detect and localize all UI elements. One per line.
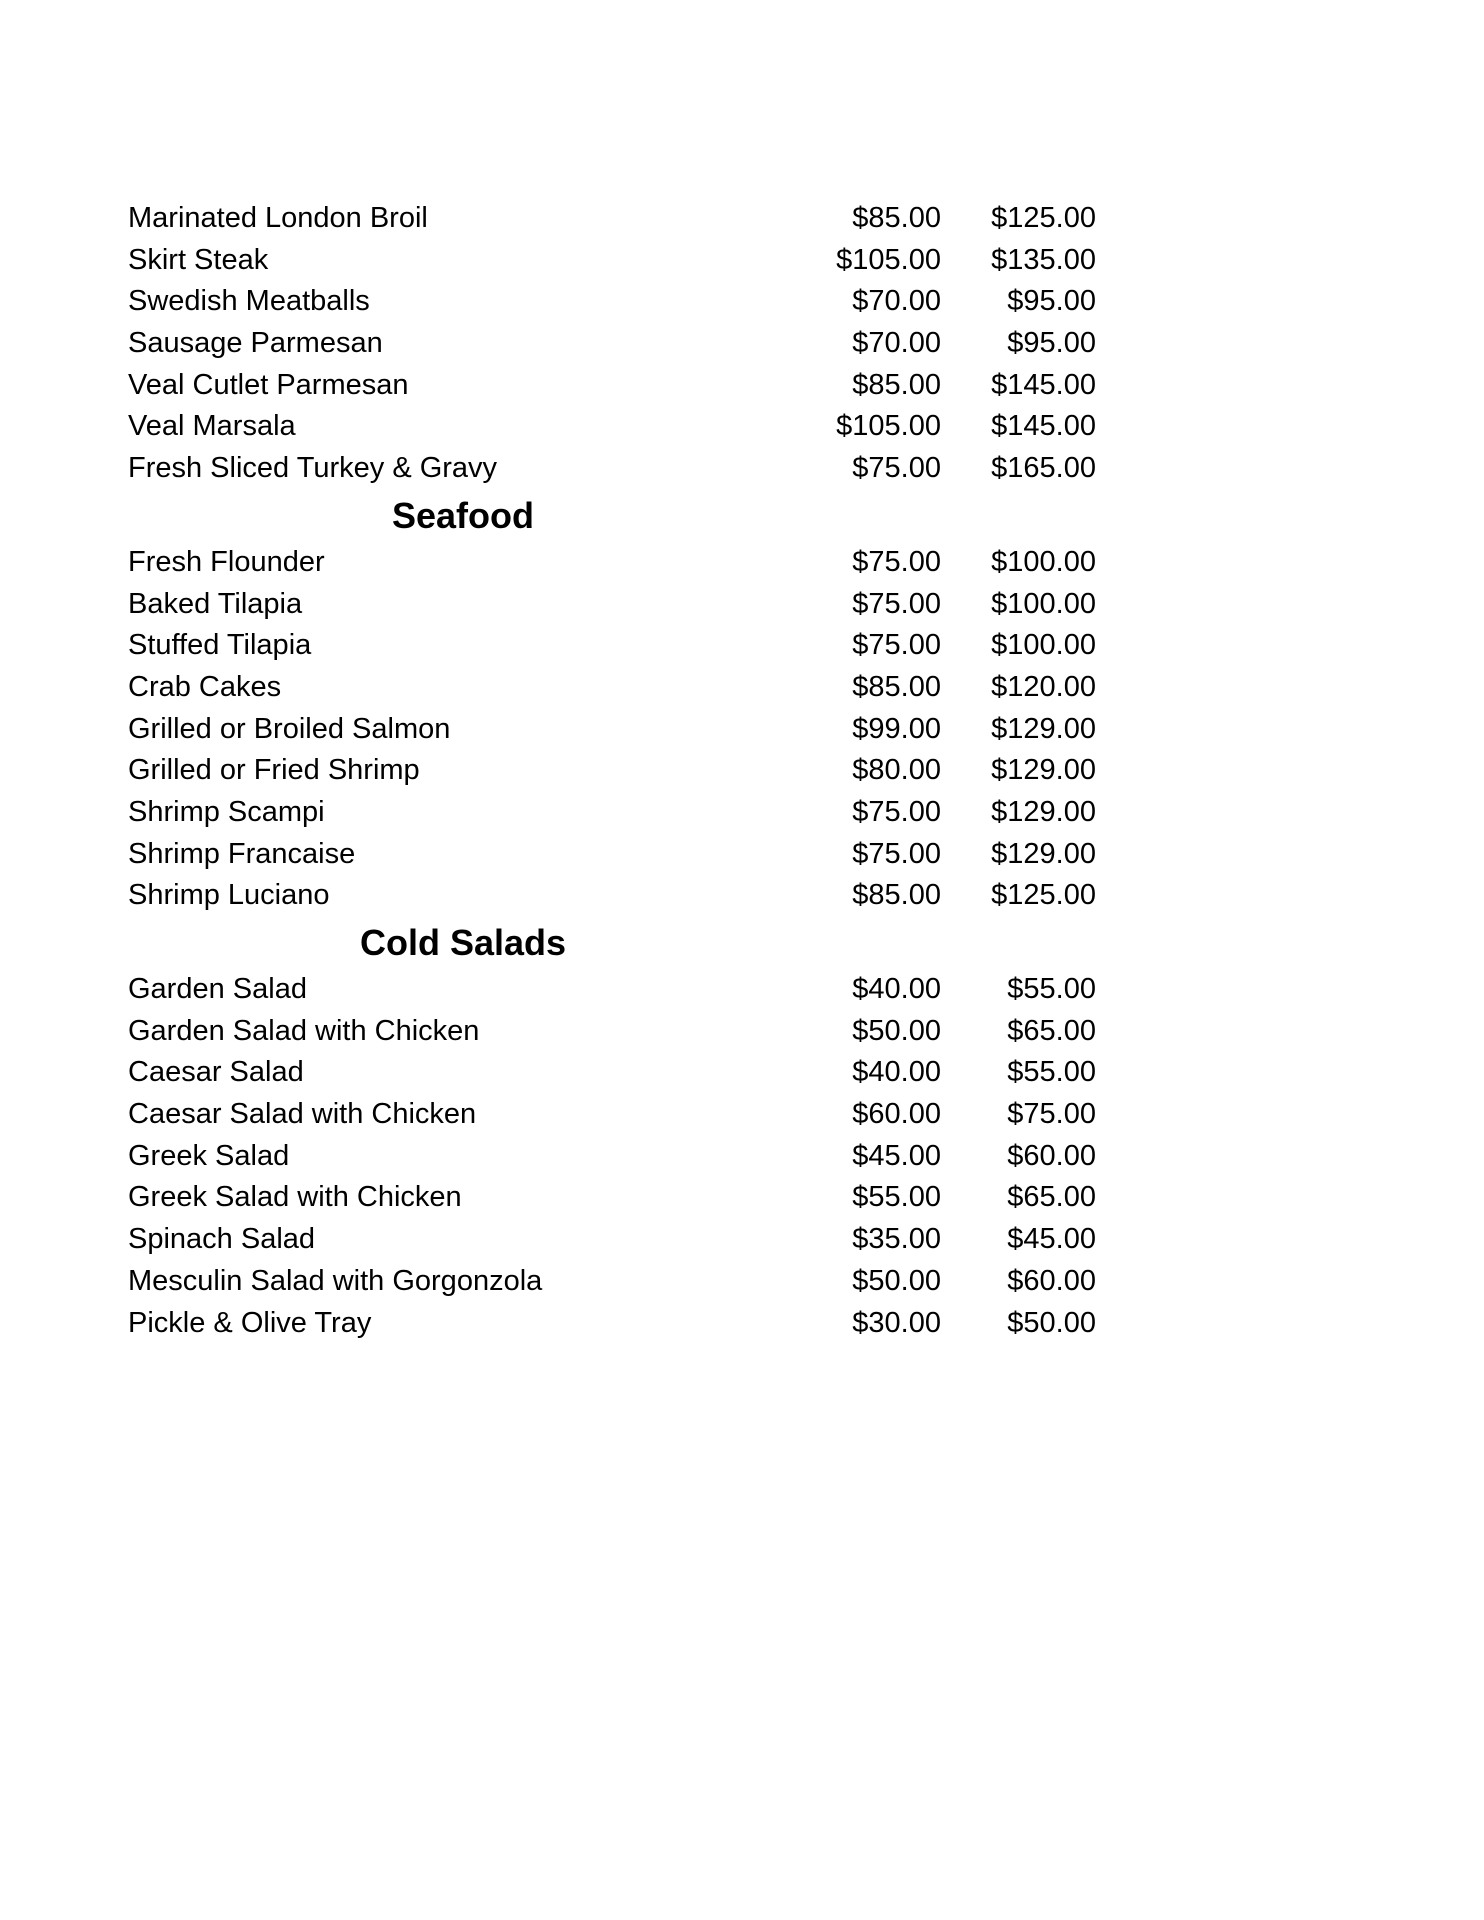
menu-item-price-full: $50.00 [1007,1306,1096,1339]
menu-item-price-half: $75.00 [852,452,941,485]
menu-item-price-half: $75.00 [852,545,941,578]
menu-item-name: Fresh Flounder [128,545,325,578]
menu-item-price-half: $45.00 [852,1139,941,1172]
menu-item-price-full: $55.00 [1007,973,1096,1005]
menu-item-price-full: $145.00 [991,410,1096,443]
menu-item-name: Garden Salad [128,973,307,1005]
menu-item-price-full: $100.00 [991,629,1096,662]
menu-item-row [128,584,1108,626]
menu-item-price-full: $95.00 [1007,327,1096,360]
menu-item-row [128,1094,1108,1136]
menu-item-price-half: $60.00 [852,1098,941,1131]
menu-item-price-full: $129.00 [991,795,1096,828]
menu-item-row [128,625,1108,667]
menu-item-row [128,709,1108,751]
menu-item-price-half: $30.00 [852,1306,941,1339]
menu-item-row [128,1303,1108,1345]
menu-item-price-half: $99.00 [852,712,941,745]
menu-item-price-full: $95.00 [1007,285,1096,318]
menu-item-price-half: $85.00 [852,670,941,703]
menu-item-name: Skirt Steak [128,243,269,276]
menu-item-row [128,792,1108,834]
menu-item-price-half: $75.00 [852,795,941,828]
menu-item-row [128,448,1108,490]
menu-item-row [128,1011,1108,1053]
menu-item-name: Stuffed Tilapia [128,629,312,662]
menu-item-price-half: $40.00 [852,973,941,1005]
menu-item-price-full: $129.00 [991,837,1096,870]
menu-item-name: Shrimp Luciano [128,879,330,912]
menu-item-price-half: $35.00 [852,1223,941,1256]
menu-item-price-full: $145.00 [991,368,1096,401]
menu-item-row [128,834,1108,876]
menu-item-price-full: $125.00 [991,202,1096,234]
menu-item-name: Sausage Parmesan [128,327,383,360]
menu-item-name: Mesculin Salad with Gorgonzola [128,1264,543,1297]
menu-item-price-half: $50.00 [852,1264,941,1297]
menu-item-name: Marinated London Broil [128,202,428,234]
menu-item-row [128,323,1108,365]
menu-item-price-half: $85.00 [852,368,941,401]
menu-item-row [128,365,1108,407]
menu-item-price-full: $129.00 [991,754,1096,787]
menu-item-price-half: $85.00 [852,879,941,912]
menu-item-price-half: $55.00 [852,1181,941,1214]
menu-item-price-full: $129.00 [991,712,1096,745]
menu-item-price-full: $100.00 [991,587,1096,620]
menu-item-row [128,1177,1108,1219]
menu-item-name: Veal Marsala [128,410,296,443]
menu-item-price-half: $105.00 [836,410,941,443]
menu-item-price-full: $65.00 [1007,1014,1096,1047]
menu-item-row [128,406,1108,448]
menu-item-price-full: $125.00 [991,879,1096,912]
menu-item-price-full: $60.00 [1007,1139,1096,1172]
menu-item-name: Spinach Salad [128,1223,316,1256]
menu-item-price-full: $60.00 [1007,1264,1096,1297]
menu-item-name: Caesar Salad [128,1056,304,1089]
menu-item-name: Shrimp Scampi [128,795,325,828]
menu-item-price-full: $120.00 [991,670,1096,703]
menu-item-price-half: $75.00 [852,629,941,662]
menu-item-row [128,281,1108,323]
menu-item-name: Greek Salad [128,1139,290,1172]
menu-item-price-half: $75.00 [852,587,941,620]
menu-item-row [128,240,1108,282]
menu-item-name: Crab Cakes [128,670,282,703]
menu-item-price-full: $165.00 [991,452,1096,485]
menu-price-list [128,198,1108,1344]
menu-item-row [128,1219,1108,1261]
menu-item-price-half: $85.00 [852,202,941,234]
menu-item-price-half: $75.00 [852,837,941,870]
menu-item-row [128,750,1108,792]
menu-item-price-half: $40.00 [852,1056,941,1089]
menu-item-name: Swedish Meatballs [128,285,370,318]
menu-item-name: Greek Salad with Chicken [128,1181,462,1214]
menu-item-price-full: $75.00 [1007,1098,1096,1131]
menu-item-name: Grilled or Fried Shrimp [128,754,420,787]
menu-item-price-half: $105.00 [836,243,941,276]
section-heading: Cold Salads [359,922,567,963]
menu-item-price-full: $135.00 [991,243,1096,276]
menu-item-price-half: $70.00 [852,327,941,360]
menu-item-row [128,1136,1108,1178]
menu-item-name: Caesar Salad with Chicken [128,1098,477,1131]
menu-item-price-full: $65.00 [1007,1181,1096,1214]
menu-item-name: Baked Tilapia [128,587,303,620]
menu-item-row [128,875,1108,917]
menu-item-name: Fresh Sliced Turkey & Gravy [128,452,498,485]
menu-item-row [128,542,1108,584]
menu-item-price-full: $100.00 [991,545,1096,578]
section-heading: Seafood [391,494,534,536]
menu-item-price-half: $70.00 [852,285,941,318]
menu-item-price-full: $45.00 [1007,1223,1096,1256]
menu-item-row [128,198,1108,240]
menu-item-price-full: $55.00 [1007,1056,1096,1089]
menu-item-row [128,1261,1108,1303]
menu-item-price-half: $80.00 [852,754,941,787]
menu-item-row [128,1052,1108,1094]
menu-item-price-half: $50.00 [852,1014,941,1047]
menu-item-row [128,969,1108,1011]
menu-item-name: Veal Cutlet Parmesan [128,368,409,401]
menu-item-name: Garden Salad with Chicken [128,1014,480,1047]
menu-item-name: Shrimp Francaise [128,837,356,870]
menu-item-row [128,667,1108,709]
menu-item-name: Pickle & Olive Tray [128,1306,372,1339]
menu-item-name: Grilled or Broiled Salmon [128,712,451,745]
